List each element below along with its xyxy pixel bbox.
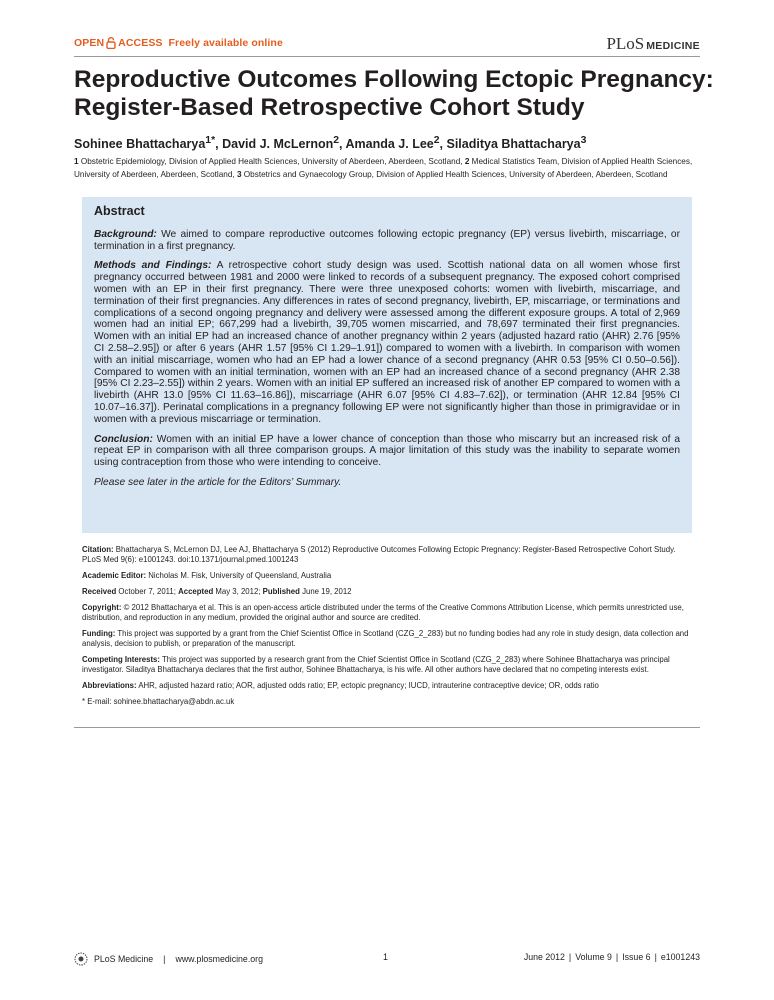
open-access-badge	[74, 37, 283, 49]
page-header	[74, 36, 700, 56]
affil-number: 3	[236, 170, 242, 179]
affil-text: Obstetric Epidemiology, Division of Applied Health Sciences, University of Aberdeen, Aberdeen, Scotland,	[80, 157, 463, 166]
footer-left: PLoS Medicine | www.plosmedicine.org	[74, 952, 263, 966]
title-line-1: Reproductive Outcomes Following Ectopic Pregnancy:	[74, 66, 714, 93]
author-affil-mark: 3	[580, 135, 587, 146]
published-date: June 19, 2012	[302, 587, 352, 596]
footer-date: June 2012	[523, 952, 565, 962]
author-name: Siladitya Bhattacharya	[446, 137, 581, 152]
author-affil-mark: 2	[333, 135, 340, 146]
received-label: Received	[82, 587, 117, 596]
author-name: David J. McLernon	[222, 137, 334, 152]
author-name: Amanda J. Lee	[345, 137, 434, 152]
funding-label: Funding:	[82, 629, 116, 638]
background-text: We aimed to compare reproductive outcomes following ectopic pregnancy (EP) versus livebirth, miscarriage, or termination in a first pregnancy.	[94, 228, 680, 252]
methods-label: Methods and Findings:	[94, 260, 212, 272]
conclusion-label: Conclusion:	[94, 433, 153, 445]
abstract-conclusion	[94, 434, 680, 469]
accepted-date: May 3, 2012;	[215, 587, 261, 596]
copyright-label: Copyright:	[82, 603, 122, 612]
history-dates	[82, 587, 692, 597]
page-number: 1	[383, 952, 388, 962]
editor-text: Nicholas M. Fisk, University of Queensland, Australia	[148, 571, 332, 580]
author-list: Sohinee Bhattacharya$^{1*}$, David J. McLernon$^2$, Amanda J. Lee$^2$, Siladitya Bhattacharya$^3$	[74, 135, 587, 152]
footer-volume: Volume 9	[575, 952, 612, 962]
corresponding-email[interactable]: * E-mail: sohinee.bhattacharya@abdn.ac.uk	[82, 697, 235, 706]
footer-url[interactable]: www.plosmedicine.org	[175, 954, 263, 964]
funding-text: This project was supported by a grant from the Chief Scientist Office in Scotland (CZG_2_283) but no funding bodies had any role in study design, data collection and analysis, decision to publish, or preparation of the manuscript.	[82, 629, 689, 648]
published-label: Published	[262, 587, 300, 596]
abstract-box	[82, 197, 692, 533]
author-affil-mark: 2	[433, 135, 440, 146]
abbreviations	[82, 681, 692, 691]
abstract-background	[94, 229, 680, 253]
title-line-2: Register-Based Retrospective Cohort Study	[74, 94, 585, 121]
received-date: October 7, 2011;	[118, 587, 176, 596]
footer-right: June 2012 | Volume 9 | Issue 6 | e1001243	[523, 952, 700, 962]
open-label: OPEN	[74, 37, 105, 49]
conclusion-text: Women with an initial EP have a lower chance of conception than those who miscarry but an increased risk of a repeat EP in comparison with all three comparison groups. A major limitation of this study was the inability to separate women using contraception from those who were intending to conceive.	[94, 433, 680, 469]
metadata-divider	[74, 727, 700, 728]
access-label: ACCESS	[118, 37, 163, 49]
affiliations	[74, 155, 704, 181]
editor-label: Academic Editor:	[82, 571, 147, 580]
footer-article-id: e1001243	[660, 952, 700, 962]
abbrev-text: AHR, adjusted hazard ratio; AOR, adjusted odds ratio; EP, ectopic pregnancy; IUCD, intrauterine contraceptive device; OR, odds ratio	[138, 681, 599, 690]
article-title	[74, 66, 714, 122]
journal-logo	[606, 34, 700, 54]
competing-text: This project was supported by a research grant from the Chief Scientist Office in Scotland (CZG_2_283) where Sohinee Bhattacharya was principal investigator. Siladitya Bhattacharya declares that the first author, Sohinee Bhattacharya, is his wife. All other authors have declared that no competing interests exist.	[82, 655, 670, 674]
abstract-methods	[94, 260, 680, 425]
citation-label: Citation:	[82, 545, 114, 554]
affil-number: 1	[74, 157, 79, 166]
competing-interests	[82, 655, 692, 675]
open-lock-icon	[106, 37, 116, 49]
background-label: Background:	[94, 228, 157, 240]
methods-text: A retrospective cohort study design was used. Scottish national data on all women whose first pregnancy occurred between 1981 and 2000 were linked to records of a subsequent pregnancy. The exposed cohort comprised women with an EP in their first pregnancy. There were three unexposed cohorts: women with livebirth, miscarriage, and termination of their first pregnancies. Any differences in rates of second pregnancy, livebirth, EP, miscarriage, or terminations and complications of a second ongoing pregnancy and delivery were assessed among the different exposure groups. A total of 2,969 women had an initial EP; 667,299 had a livebirth, 39,705 women miscarried, and 78,697 terminated their first pregnancies. Women with an initial EP had an increased chance of another pregnancy within 2 years (adjusted hazard ratio (AHR) 2.76 [95% CI 2.58–2.95]) or after 6 years (AHR 1.57 [95% CI 1.29–1.91]) compared to women with a livebirth. In comparison with women with an initial miscarriage, women who had an EP had a lower chance of a second pregnancy (AHR 0.53 [95% CI 0.50–0.56]). Compared to women with an initial termination, women with an EP had an increased chance of a second pregnancy (AHR 2.38 [95% CI 2.23–2.55]) within 2 years. Women with an initial EP suffered an increased risk of another EP compared to women with a livebirth (AHR 13.0 [95% CI 11.63–16.86]), miscarriage (AHR 6.07 [95% CI 4.83–7.62]), or termination (AHR 12.84 [95% CI 10.07–16.37]). Perinatal complications in a pregnancy following EP were not significantly higher than those in primigravidae or in women with a previous miscarriage or termination.	[94, 260, 680, 425]
author-name: Sohinee Bhattacharya	[74, 137, 206, 152]
accepted-label: Accepted	[178, 587, 214, 596]
funding	[82, 629, 692, 649]
freely-available-label: Freely available online	[168, 37, 283, 49]
citation-text: Bhattacharya S, McLernon DJ, Lee AJ, Bhattacharya S (2012) Reproductive Outcomes Following Ectopic Pregnancy: Register-Based Retrospective Cohort Study. PLoS Med 9(6): e1001243. doi:10.1371/journal.pmed.1001243	[82, 545, 676, 564]
affil-text: Medical Statistics Team, Division of Applied Health Sciences, University of Aberdeen, Aberdeen, Scotland,	[74, 157, 693, 179]
academic-editor	[82, 571, 692, 581]
affil-number: 2	[464, 157, 470, 166]
abbrev-label: Abbreviations:	[82, 681, 137, 690]
abstract-heading: Abstract	[94, 204, 145, 218]
competing-label: Competing Interests:	[82, 655, 160, 664]
plos-seal-icon	[74, 952, 88, 966]
footer-issue: Issue 6	[622, 952, 651, 962]
article-metadata	[82, 545, 692, 713]
citation	[82, 545, 692, 565]
affil-text: Obstetrics and Gynaecology Group, Division of Applied Health Sciences, University of Aberdeen, Aberdeen, Scotland	[243, 170, 668, 179]
copyright	[82, 603, 692, 623]
journal-logo-main: PLoS	[606, 34, 645, 53]
page-footer	[74, 952, 700, 966]
copyright-text: © 2012 Bhattacharya et al. This is an open-access article distributed under the terms of the Creative Commons Attribution License, which permits unrestricted use, distribution, and reproduction in any medium, provided the original author and source are credited.	[82, 603, 684, 622]
footer-journal: PLoS Medicine	[94, 954, 154, 964]
author-affil-mark: 1*	[205, 135, 216, 146]
editors-summary-note: Please see later in the article for the Editors’ Summary.	[94, 476, 342, 488]
header-divider	[74, 56, 700, 57]
journal-logo-sub: MEDICINE	[646, 40, 700, 52]
